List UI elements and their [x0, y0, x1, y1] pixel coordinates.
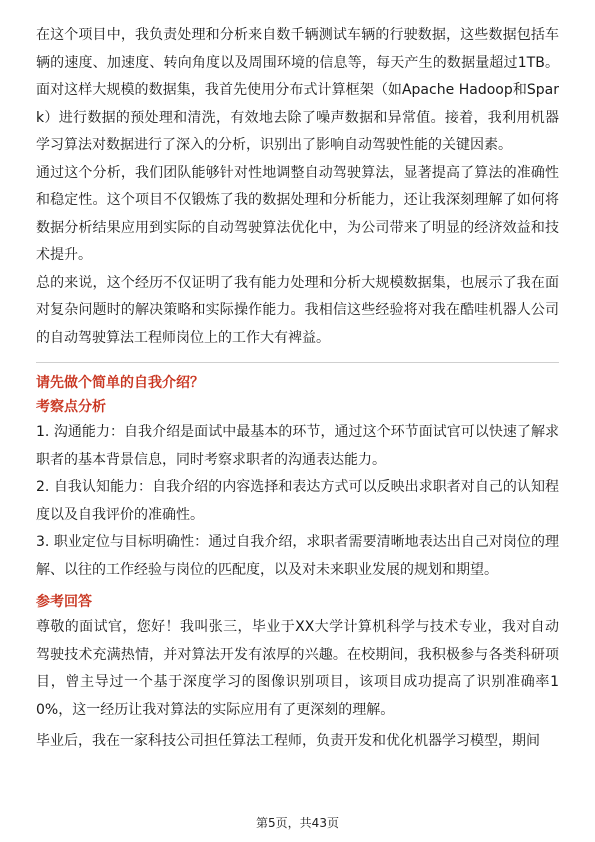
intro-paragraph-1: 在这个项目中，我负责处理和分析来自数千辆测试车辆的行驶数据，这些数据包括车辆的速度、加速度、转向角度以及周围环境的信息等，每天产生的数据量超过1TB。面对这样大规模的数据集，我首先使用分布式计算框架（如Apache Hadoop和Spark）进行数据的预处理和清洗，有效地去除了噪声数据和异常值。接着，我利用机器学习算法对数据进行了深入的分析，识别出了影响自动驾驶性能的关键因素。	[36, 27, 559, 153]
answer-paragraph-2: 毕业后，我在一家科技公司担任算法工程师，负责开发和优化机器学习模型，期间	[36, 733, 540, 749]
analysis-point-2: 2. 自我认知能力：自我介绍的内容选择和表达方式可以反映出求职者对自己的认知程度以及自我评价的准确性。	[36, 479, 559, 523]
section-divider	[36, 362, 559, 363]
analysis-heading: 考察点分析	[36, 399, 106, 415]
intro-paragraph-3: 总的来说，这个经历不仅证明了我有能力处理和分析大规模数据集，也展示了我在面对复杂问题时的解决策略和实际操作能力。我相信这些经验将对我在酷哇机器人公司的自动驾驶算法工程师岗位上的工作大有裨益。	[36, 274, 559, 346]
analysis-point-1: 1. 沟通能力：自我介绍是面试中最基本的环节，通过这个环节面试官可以快速了解求职者的基本背景信息，同时考察求职者的沟通表达能力。	[36, 424, 559, 468]
intro-paragraph-2: 通过这个分析，我们团队能够针对性地调整自动驾驶算法，显著提高了算法的准确性和稳定性。这个项目不仅锻炼了我的数据处理和分析能力，还让我深刻理解了如何将数据分析结果应用到实际的自动驾驶算法优化中，为公司带来了明显的经济效益和技术提升。	[36, 164, 559, 263]
analysis-point-3: 3. 职业定位与目标明确性：通过自我介绍，求职者需要清晰地表达出自己对岗位的理解、以往的工作经验与岗位的匹配度，以及对未来职业发展的规划和期望。	[36, 534, 559, 578]
answer-heading: 参考回答	[36, 594, 92, 610]
document-page	[36, 22, 559, 756]
interview-question: 请先做个简单的自我介绍？	[36, 375, 204, 391]
page-number: 第5页，共43页	[256, 816, 339, 830]
answer-paragraph-1: 尊敬的面试官，您好！我叫张三，毕业于XX大学计算机科学与技术专业，我对自动驾驶技术充满热情，并对算法开发有浓厚的兴趣。在校期间，我积极参与各类科研项目，曾主导过一个基于深度学习的图像识别项目，该项目成功提高了识别准确率10%，这一经历让我对算法的实际应用有了更深刻的理解。	[36, 619, 559, 718]
